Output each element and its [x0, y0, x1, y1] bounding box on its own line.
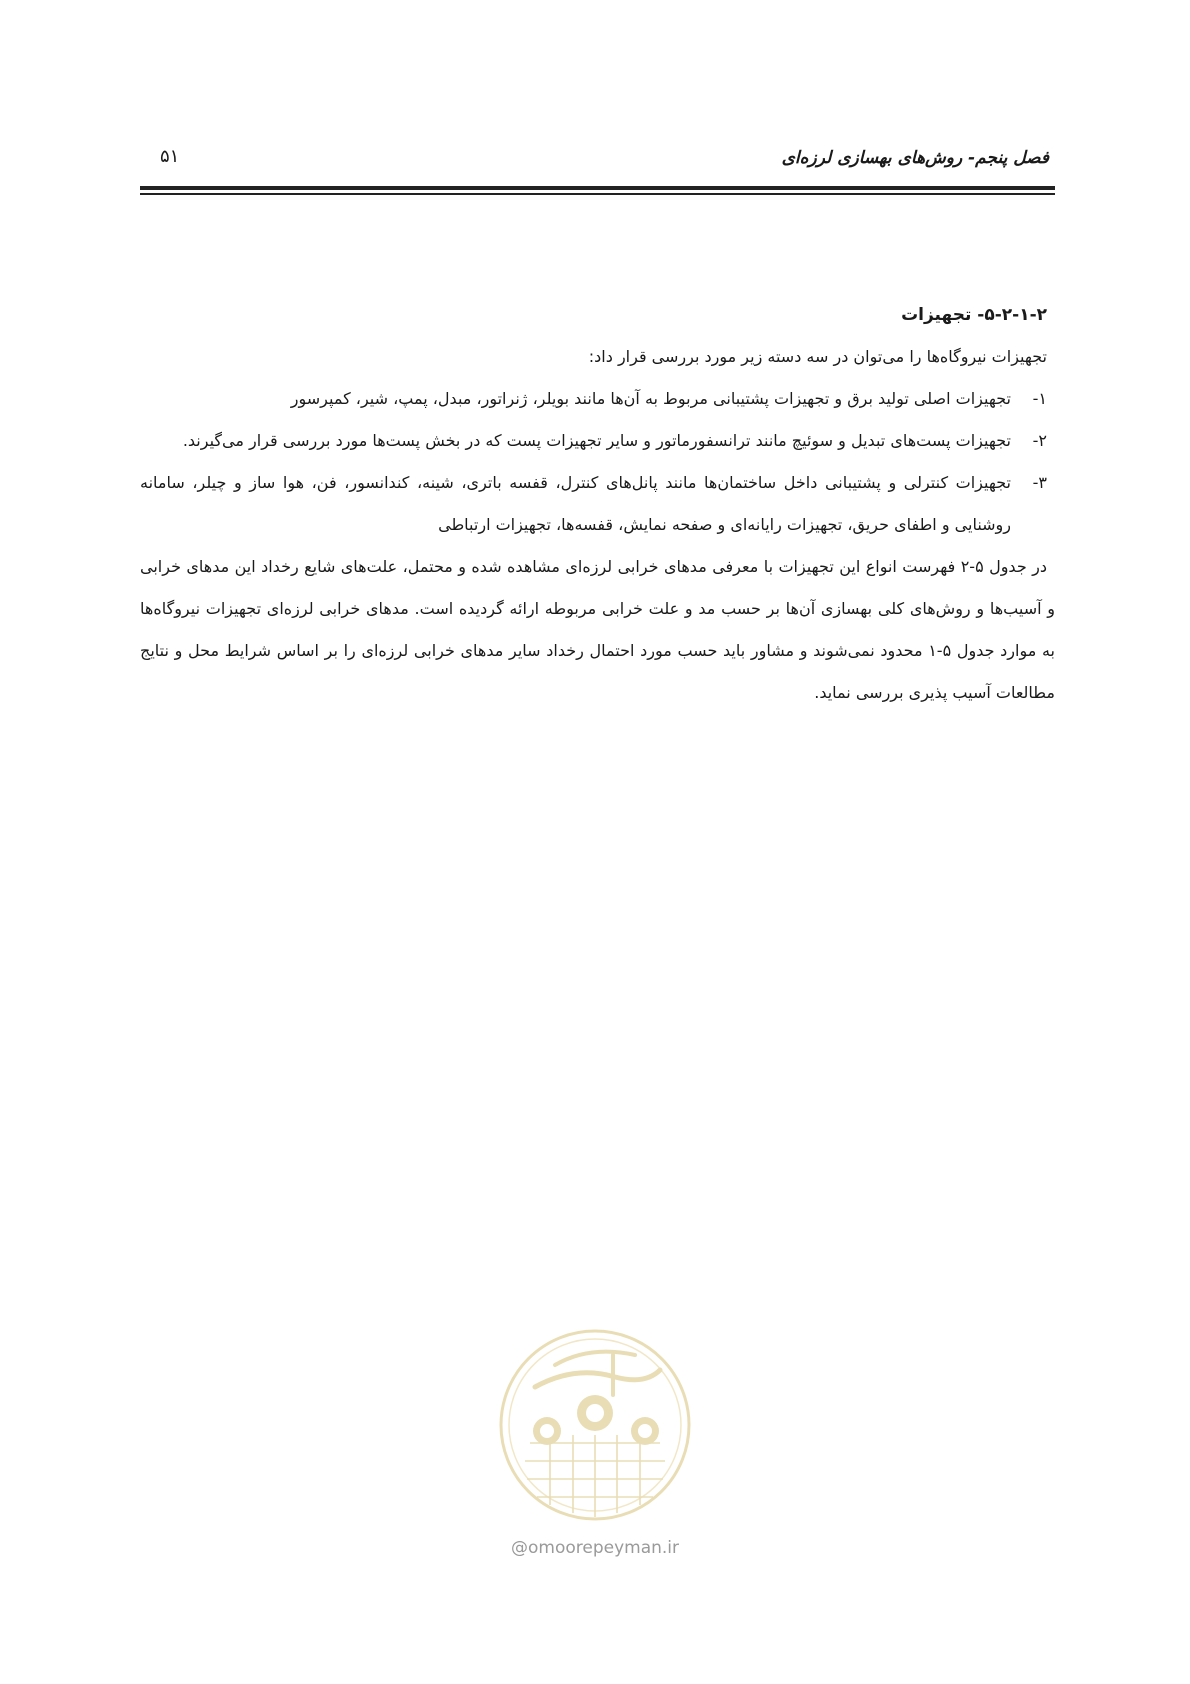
- chapter-title: فصل پنجم- روش‌های بهسازی لرزه‌ای: [781, 148, 1049, 168]
- header-rule-thin: [140, 193, 1055, 195]
- list-item-text: تجهیزات پست‌های تبدیل و سوئیچ مانند ترانسفورماتور و سایر تجهیزات پست که در بخش پست‌ها مورد بررسی قرار می‌گیرند.: [182, 431, 1011, 450]
- list-item-number: ۱-: [1032, 389, 1047, 408]
- list-item: [140, 420, 1055, 462]
- section-heading: ۵-۲-۱-۲- تجهیزات: [901, 305, 1047, 325]
- main-content: [140, 300, 1055, 714]
- list-item: [140, 462, 1055, 546]
- page-header: [140, 140, 1055, 196]
- list-item-text: تجهیزات کنترلی و پشتیبانی داخل ساختمان‌ها مانند پانل‌های کنترل، قفسه باتری، شینه، کندانسور، فن، هوا ساز و چیلر، سامانه روشنایی و اطفای حریق، تجهیزات رایانه‌ای و صفحه نمایش، قفسه‌ها، تجهیزات ارتباطی: [140, 473, 1011, 534]
- list-item: [140, 378, 1055, 420]
- list-item-number: ۳-: [1032, 473, 1047, 492]
- page-number: ۵۱: [160, 146, 180, 167]
- intro-paragraph: تجهیزات نیروگاه‌ها را می‌توان در سه دسته زیر مورد بررسی قرار داد:: [588, 347, 1047, 366]
- header-rule-thick: [140, 186, 1055, 190]
- watermark-logo: [495, 1325, 695, 1525]
- list-item-number: ۲-: [1032, 431, 1047, 450]
- list-item-text: تجهیزات اصلی تولید برق و تجهیزات پشتیبانی مربوط به آن‌ها مانند بویلر، ژنراتور، مبدل، پمپ، شیر، کمپرسور: [290, 389, 1011, 408]
- body-paragraph: در جدول ۵-۲ فهرست انواع این تجهیزات با معرفی مدهای خرابی لرزه‌ای مشاهده شده و محتمل، علت‌های شایع رخداد این مدهای خرابی و آسیب‌ها و روش‌های کلی بهسازی آن‌ها بر حسب مد و علت خرابی مربوطه ارائه گردیده است. مدهای خرابی لرزه‌ای تجهیزات نیروگاه‌ها به موارد جدول ۵-۱ محدود نمی‌شوند و مشاور باید حسب مورد احتمال رخداد سایر مدهای خرابی لرزه‌ای را بر اساس شرایط محل و نتایج مطالعات آسیب پذیری بررسی نماید.: [140, 557, 1056, 702]
- watermark-url: @omoorepeyman.ir: [510, 1538, 680, 1558]
